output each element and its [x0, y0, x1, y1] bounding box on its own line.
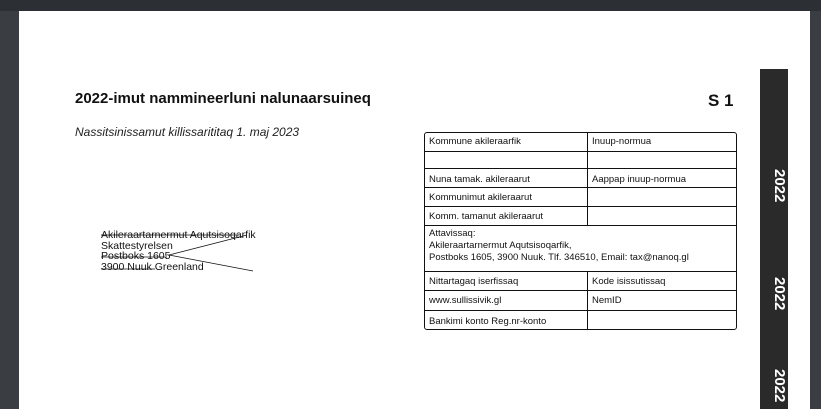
form-row — [425, 152, 736, 169]
komm-tamanut-value-field[interactable] — [588, 207, 736, 225]
address-line: Postboks 1605 — [101, 250, 171, 262]
strikethrough-lines — [99, 229, 259, 273]
attavissaq-line: Akileraartarnermut Aqutsisoqarfik, — [429, 240, 572, 251]
inuup-label: Inuup-normua — [592, 136, 652, 147]
year-label: 2022 — [771, 369, 788, 403]
taxpayer-info-form — [424, 132, 737, 330]
komm-tamanut-label: Komm. tamanut akileraarut — [425, 207, 588, 225]
kommune-label: Kommune akileraarfik — [425, 133, 588, 151]
attavissaq-label: Attavissaq: — [429, 228, 476, 239]
year-label: 2022 — [771, 169, 788, 203]
form-row — [425, 169, 736, 188]
form-row-contact — [425, 226, 736, 272]
attavissaq-line: Postboks 1605, 3900 Nuuk. Tlf. 346510, Email: tax@nanoq.gl — [429, 252, 689, 263]
deadline-text: Nassitsinissamut killissarititaq 1. maj 2023 — [75, 125, 300, 139]
nittartagaq-label: Nittartagaq iserfissaq — [425, 272, 588, 290]
bank-value-field[interactable] — [588, 311, 736, 330]
contact-block — [425, 226, 736, 271]
kommune-value-field[interactable] — [425, 152, 588, 168]
viewer-top-bar — [0, 0, 821, 11]
aappap-value-field[interactable] — [588, 188, 736, 206]
address-line: Akileraartarnermut Aqutsisoqarfik — [101, 229, 256, 241]
year-label: 2022 — [771, 277, 788, 311]
form-row — [425, 133, 736, 152]
form-row — [425, 311, 736, 330]
inuup-value-field[interactable] — [588, 152, 736, 168]
address-line: 3900 Nuuk Greenland — [101, 260, 204, 273]
form-row — [425, 272, 736, 291]
aappap-label: Aappap inuup-normua — [592, 174, 687, 185]
kommunimut-label: Kommunimut akileraarut — [425, 188, 588, 206]
year-side-band — [760, 69, 788, 409]
address-line: Skattestyrelsen — [101, 239, 173, 252]
website-link[interactable]: www.sullissivik.gl — [425, 291, 588, 310]
form-row — [425, 207, 736, 226]
form-row — [425, 291, 736, 311]
document-page[interactable] — [19, 11, 810, 409]
nuna-label: Nuna tamak. akileraarut — [425, 169, 588, 187]
nemid-label: NemID — [592, 295, 622, 306]
kode-label: Kode isissutissaq — [592, 276, 666, 287]
bank-label: Bankimi konto Reg.nr-konto — [425, 311, 588, 330]
form-code: S 1 — [708, 91, 734, 110]
page-title: 2022-imut nammineerluni nalunaarsuineq — [75, 90, 371, 107]
form-row — [425, 188, 736, 207]
